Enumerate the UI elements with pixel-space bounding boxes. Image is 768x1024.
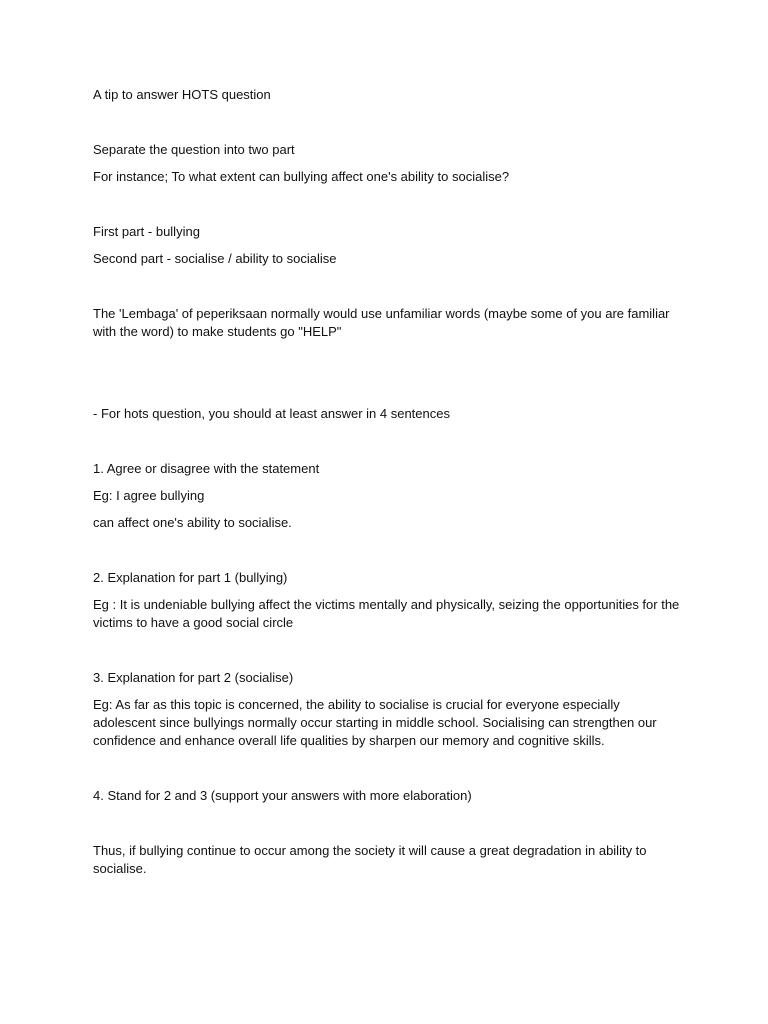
step-4-heading: 4. Stand for 2 and 3 (support your answers with more elaboration) [93,788,472,803]
document-page [93,86,683,878]
paragraph-lembaga: The 'Lembaga' of peperiksaan normally would use unfamiliar words (maybe some of you are familiar with the word) to make students go "HELP" [93,306,670,339]
step-3-example: Eg: As far as this topic is concerned, the ability to socialise is crucial for everyone especially adolescent since bullyings normally occur starting in middle school. Socialising can strengthen our confidence and enhance overall life qualities by sharpen our memory and cognitive skills. [93,697,657,748]
step-1-example: Eg: I agree bullying [93,488,205,503]
step-1-example-cont: can affect one's ability to socialise. [93,515,292,530]
conclusion-paragraph: Thus, if bullying continue to occur among the society it will cause a great degradation in ability to socialise. [93,843,647,876]
step-1-heading: 1. Agree or disagree with the statement [93,461,320,476]
paragraph-hots-note: - For hots question, you should at least answer in 4 sentences [93,406,450,421]
paragraph-instance: For instance; To what extent can bullying affect one's ability to socialise? [93,169,510,184]
step-2-example: Eg : It is undeniable bullying affect the victims mentally and physically, seizing the opportunities for the victims to have a good social circle [93,597,680,630]
step-2-heading: 2. Explanation for part 1 (bullying) [93,570,288,585]
document-title: A tip to answer HOTS question [93,87,271,102]
paragraph-separate: Separate the question into two part [93,142,295,157]
paragraph-first-part: First part - bullying [93,224,200,239]
paragraph-second-part: Second part - socialise / ability to socialise [93,251,337,266]
step-3-heading: 3. Explanation for part 2 (socialise) [93,670,294,685]
